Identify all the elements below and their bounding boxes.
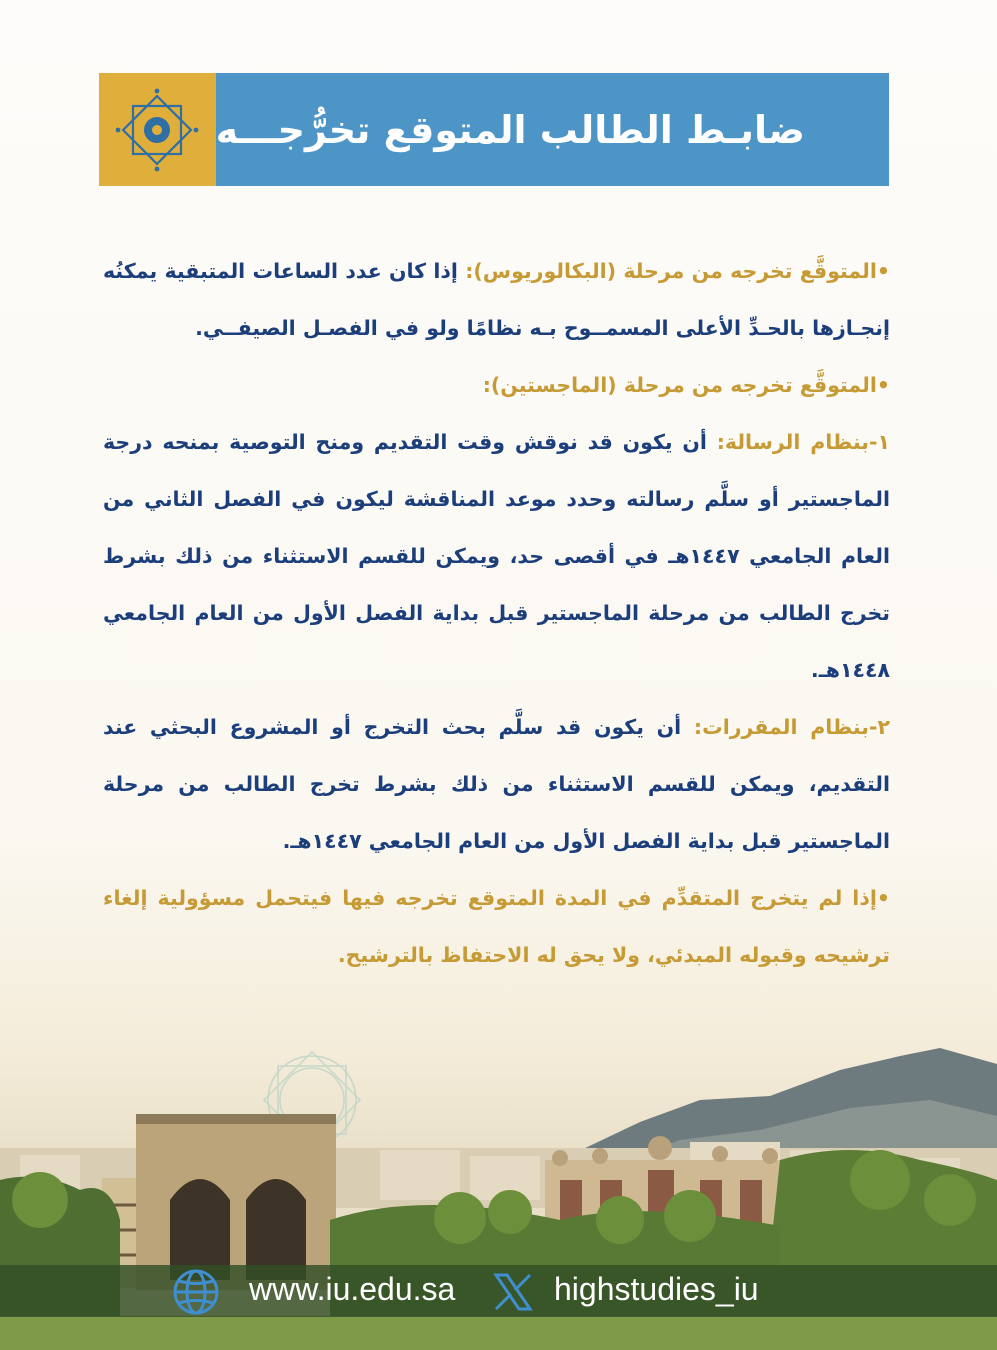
x-logo-icon	[492, 1271, 534, 1313]
thesis-lead: ١-بنظام الرسالة:	[716, 430, 890, 454]
page-title: ضابـط الطالب المتوقع تخرُّجـــه	[215, 107, 805, 152]
star-emblem-icon	[112, 85, 202, 175]
conditions-text	[103, 243, 890, 984]
twitter-handle-link[interactable]: highstudies_iu	[554, 1270, 759, 1307]
title-panel	[216, 73, 889, 186]
globe-icon	[172, 1268, 220, 1316]
courses-paragraph	[103, 699, 890, 870]
thesis-text: أن يكون قد نوقش وقت التقديم ومنح التوصية بمنحه درجة الماجستير أو سلَّم رسالته وحدد موعد المناقشة ليكون في الفصل الثاني من العام الجامعي ١٤٤٧هـ في أقصى حد، ويمكن للقسم الاستثناء من ذلك بشرط تخرج الطالب من مرحلة الماجستير قبل بداية الفصل الأول من العام الجامعي ١٤٤٨هـ.	[103, 430, 890, 682]
website-link[interactable]: www.iu.edu.sa	[249, 1270, 456, 1307]
bachelor-paragraph	[103, 243, 890, 357]
emblem-panel	[99, 73, 216, 186]
bachelor-text: إذا كان عدد الساعات المتبقية يمكنُه إنجـازها بالحـدِّ الأعلى المسمــوح بـه نظامًا ولو في الفصـل الصيفــي.	[103, 259, 890, 340]
thesis-paragraph	[103, 414, 890, 699]
warning-paragraph: •إذا لم يتخرج المتقدِّم في المدة المتوقع تخرجه فيها فيتحمل مسؤولية إلغاء ترشيحه وقبوله المبدئي، ولا يحق له الاحتفاظ بالترشيح.	[103, 886, 890, 967]
courses-lead: ٢-بنظام المقررات:	[693, 715, 890, 739]
bachelor-lead: •المتوقَّع تخرجه من مرحلة (البكالوريوس):	[465, 259, 890, 283]
title-banner	[99, 73, 889, 186]
courses-text: أن يكون قد سلَّم بحث التخرج أو المشروع البحثي عند التقديم، ويمكن للقسم الاستثناء من ذلك بشرط تخرج الطالب من مرحلة الماجستير قبل بداية الفصل الأول من العام الجامعي ١٤٤٧هـ.	[103, 715, 890, 853]
masters-heading: •المتوقَّع تخرجه من مرحلة (الماجستين):	[482, 373, 890, 397]
